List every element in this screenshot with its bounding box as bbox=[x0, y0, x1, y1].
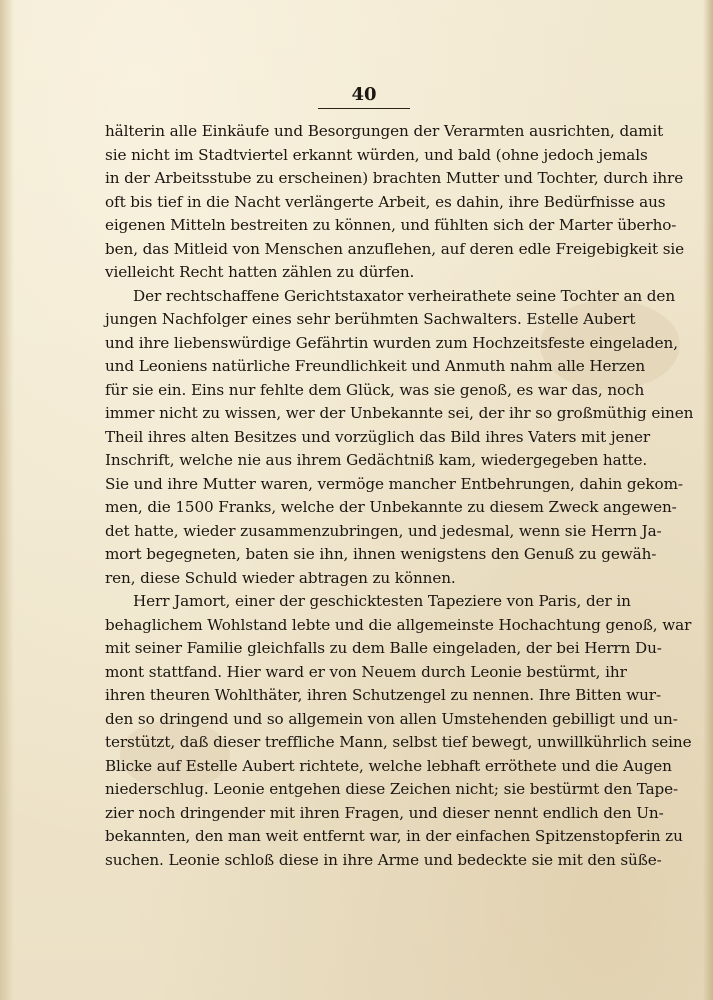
text-line: mont stattfand. Hier ward er von Neuem durch Leonie bestürmt, ihr bbox=[105, 662, 627, 681]
text-line: zier noch dringender mit ihren Fragen, und dieser nennt endlich den Un- bbox=[105, 803, 664, 822]
text-line: in der Arbeitsstube zu erscheinen) brachten Mutter und Tochter, durch ihre bbox=[105, 169, 684, 187]
text-line: immer nicht zu wissen, wer der Unbekannte sei, der ihr so großmüthig einen bbox=[105, 404, 694, 422]
text-line: behaglichem Wohlstand lebte und die allgemeinste Hochachtung genoß, war bbox=[105, 615, 692, 634]
paragraph bbox=[105, 120, 685, 285]
text-line: jungen Nachfolger eines sehr berühmten Sachwalters. Estelle Aubert bbox=[105, 310, 636, 328]
paragraph bbox=[105, 590, 692, 872]
page-left-edge-shadow bbox=[0, 0, 14, 1000]
text-line: und ihre liebenswürdige Gefährtin wurden zum Hochzeitsfeste eingeladen, bbox=[105, 333, 678, 352]
body-text bbox=[105, 120, 694, 872]
text-line: Sie und ihre Mutter waren, vermöge mancher Entbehrungen, dahin gekom- bbox=[105, 474, 683, 493]
text-line: sie nicht im Stadtviertel erkannt würden, und bald (ohne jedoch jemals bbox=[105, 145, 648, 164]
text-line: ren, diese Schuld wieder abtragen zu können. bbox=[105, 568, 456, 587]
page-right-edge-shadow bbox=[703, 0, 713, 1000]
text-line: suchen. Leonie schloß diese in ihre Arme und bedeckte sie mit den süße- bbox=[105, 850, 662, 869]
page-number-rule bbox=[318, 108, 410, 109]
text-line: bekannten, den man weit entfernt war, in der einfachen Spitzenstopferin zu bbox=[105, 827, 683, 845]
text-line: det hatte, wieder zusammenzubringen, und jedesmal, wenn sie Herrn Ja- bbox=[105, 521, 662, 540]
text-line: mort begegneten, baten sie ihn, ihnen wenigstens den Genuß zu gewäh- bbox=[105, 545, 657, 563]
text-line: vielleicht Recht hatten zählen zu dürfen. bbox=[105, 263, 415, 281]
text-line: ben, das Mitleid von Menschen anzuflehen, auf deren edle Freigebigkeit sie bbox=[105, 239, 685, 258]
text-line: den so dringend und so allgemein von allen Umstehenden gebilligt und un- bbox=[105, 709, 678, 728]
text-line: hälterin alle Einkäufe und Besorgungen der Verarmten ausrichten, damit bbox=[105, 122, 664, 140]
text-line: niederschlug. Leonie entgehen diese Zeichen nicht; sie bestürmt den Tape- bbox=[105, 780, 679, 798]
text-line: eigenen Mitteln bestreiten zu können, und fühlten sich der Marter überho- bbox=[105, 216, 677, 234]
text-line: Blicke auf Estelle Aubert richtete, welche lebhaft erröthete und die Augen bbox=[105, 756, 672, 775]
text-line: oft bis tief in die Nacht verlängerte Arbeit, es dahin, ihre Bedürfnisse aus bbox=[105, 192, 666, 211]
text-line: ihren theuren Wohlthäter, ihren Schutzengel zu nennen. Ihre Bitten wur- bbox=[105, 686, 662, 704]
text-line: mit seiner Familie gleichfalls zu dem Balle eingeladen, der bei Herrn Du- bbox=[105, 639, 662, 657]
text-line: Der rechtschaffene Gerichtstaxator verheirathete seine Tochter an den bbox=[133, 286, 676, 305]
text-line: Herr Jamort, einer der geschicktesten Tapeziere von Paris, der in bbox=[133, 592, 631, 610]
text-line: terstützt, daß dieser treffliche Mann, selbst tief bewegt, unwillkührlich seine bbox=[105, 733, 692, 751]
text-line: und Leoniens natürliche Freundlichkeit und Anmuth nahm alle Herzen bbox=[105, 357, 646, 375]
text-line: Inschrift, welche nie aus ihrem Gedächtniß kam, wiedergegeben hatte. bbox=[105, 451, 648, 469]
text-line: für sie ein. Eins nur fehlte dem Glück, was sie genoß, es war das, noch bbox=[105, 380, 645, 399]
text-line: men, die 1500 Franks, welche der Unbekannte zu diesem Zweck angewen- bbox=[105, 498, 677, 516]
paragraph bbox=[105, 285, 694, 591]
text-line: Theil ihres alten Besitzes und vorzüglich das Bild ihres Vaters mit jener bbox=[105, 427, 651, 446]
page-number: 40 bbox=[351, 84, 377, 105]
